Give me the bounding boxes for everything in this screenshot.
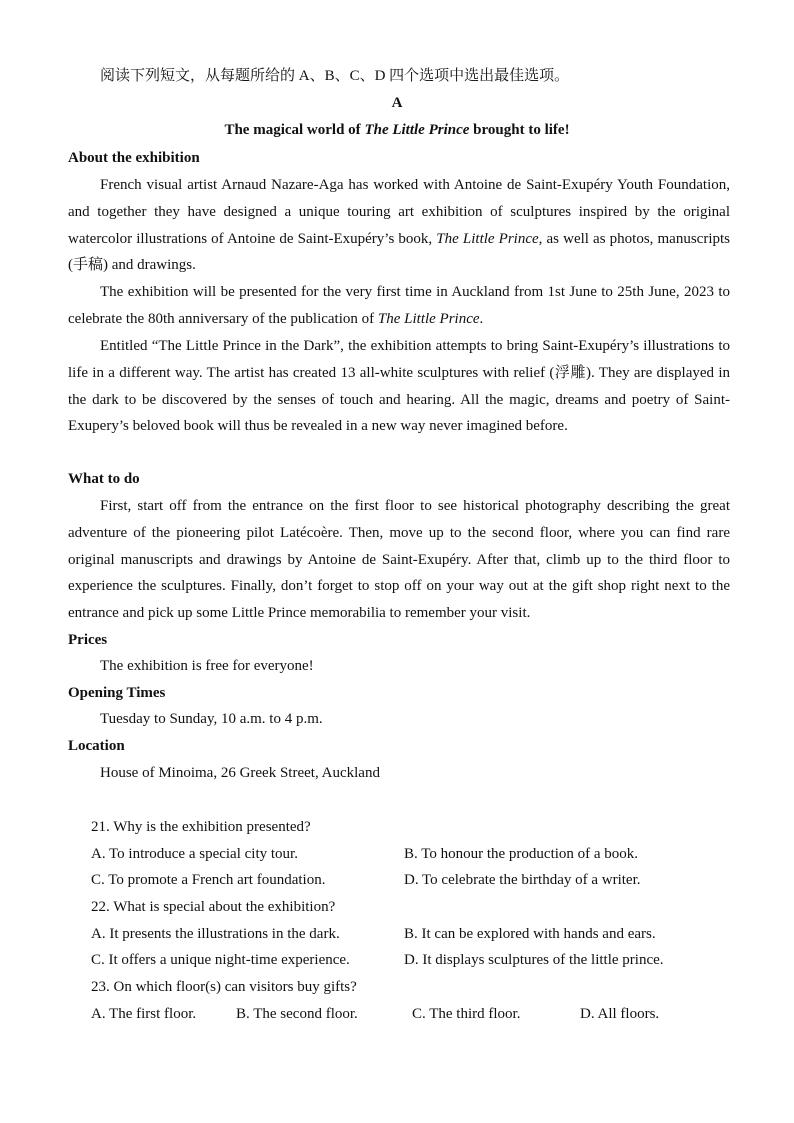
heading-opening-times: Opening Times: [68, 685, 166, 701]
instruction-text: 阅读下列短文，从每题所给的 A、B、C、D 四个选项中选出最佳选项。: [100, 68, 570, 84]
title-post: brought to life!: [469, 122, 570, 138]
heading-about: About the exhibition: [68, 150, 200, 166]
question-22-stem: 22. What is special about the exhibition?: [91, 899, 336, 915]
heading-prices: Prices: [68, 632, 108, 648]
title-pre: The magical world of: [224, 122, 365, 138]
question-23-option-b: B. The second floor.: [236, 1006, 358, 1022]
location-text: House of Minoima, 26 Greek Street, Auckland: [100, 765, 380, 781]
question-22-option-b: B. It can be explored with hands and ears.: [404, 926, 656, 942]
question-23-stem: 23. On which floor(s) can visitors buy gifts?: [91, 979, 357, 995]
question-23-option-d: D. All floors.: [580, 1006, 660, 1022]
todo-paragraph: First, start off from the entrance on the first floor to see historical photography describing the great adventure of the pioneering pilot Latécoère. Then, move up to the second floor, where you can find rare original manuscripts and drawings by Antoine de Saint-Exupéry. After that, climb up to the third floor to experience the sculptures. Finally, don’t forget to stop off on your way out at the gift shop right next to the entrance and pick up some Little Prince memorabilia to remember your visit.: [68, 498, 730, 622]
question-22-option-d: D. It displays sculptures of the little prince.: [404, 952, 664, 968]
question-22-option-a: A. It presents the illustrations in the dark.: [91, 926, 340, 942]
question-23-option-a: A. The first floor.: [91, 1006, 197, 1022]
about-p1-a: French visual artist Arnaud Nazare-Aga has worked with Antoine de Saint-Exupéry Youth Foundation, and together they have designed a unique touring art exhibition of sculptures inspired by the original watercolor illustrations of Antoine de Saint-Exupéry’s book,: [68, 177, 730, 247]
about-p2-book: The Little Prince: [377, 310, 480, 327]
about-p1-book: The Little Prince: [436, 230, 539, 247]
heading-location: Location: [68, 738, 125, 754]
question-21-option-d: D. To celebrate the birthday of a writer.: [404, 872, 641, 888]
prices-text: The exhibition is free for everyone!: [100, 658, 314, 674]
about-paragraph-2: [68, 279, 730, 333]
title-book: The Little Prince: [364, 122, 470, 138]
about-p1-b: , as well as photos, manuscripts (手稿) and drawings.: [68, 230, 731, 274]
opening-times-text: Tuesday to Sunday, 10 a.m. to 4 p.m.: [100, 711, 323, 727]
question-21-stem: 21. Why is the exhibition presented?: [91, 819, 311, 835]
about-p2-b: .: [479, 310, 484, 327]
passage-title: [0, 122, 794, 139]
question-22-option-c: C. It offers a unique night-time experience.: [91, 952, 350, 968]
question-21-option-a: A. To introduce a special city tour.: [91, 846, 298, 862]
about-paragraph-1: [68, 172, 730, 279]
question-21-option-c: C. To promote a French art foundation.: [91, 872, 326, 888]
about-p2-a: The exhibition will be presented for the very first time in Auckland from 1st June to 25th June, 2023 to celebrate the 80th anniversary of the publication of: [68, 284, 730, 327]
about-paragraph-3: Entitled “The Little Prince in the Dark”, the exhibition attempts to bring Saint-Exupéry’s illustrations to life in a different way. The artist has created 13 all-white sculptures with relief (浮雕). They are displayed in the dark to be discovered by the senses of touch and hearing. All the magic, dreams and poetry of Saint-Exupery’s beloved book will thus be revealed in a new way never imagined before.: [68, 338, 730, 435]
heading-what-to-do: What to do: [68, 471, 140, 487]
question-21-option-b: B. To honour the production of a book.: [404, 846, 639, 862]
section-letter: A: [391, 95, 403, 111]
question-23-option-c: C. The third floor.: [412, 1006, 521, 1022]
